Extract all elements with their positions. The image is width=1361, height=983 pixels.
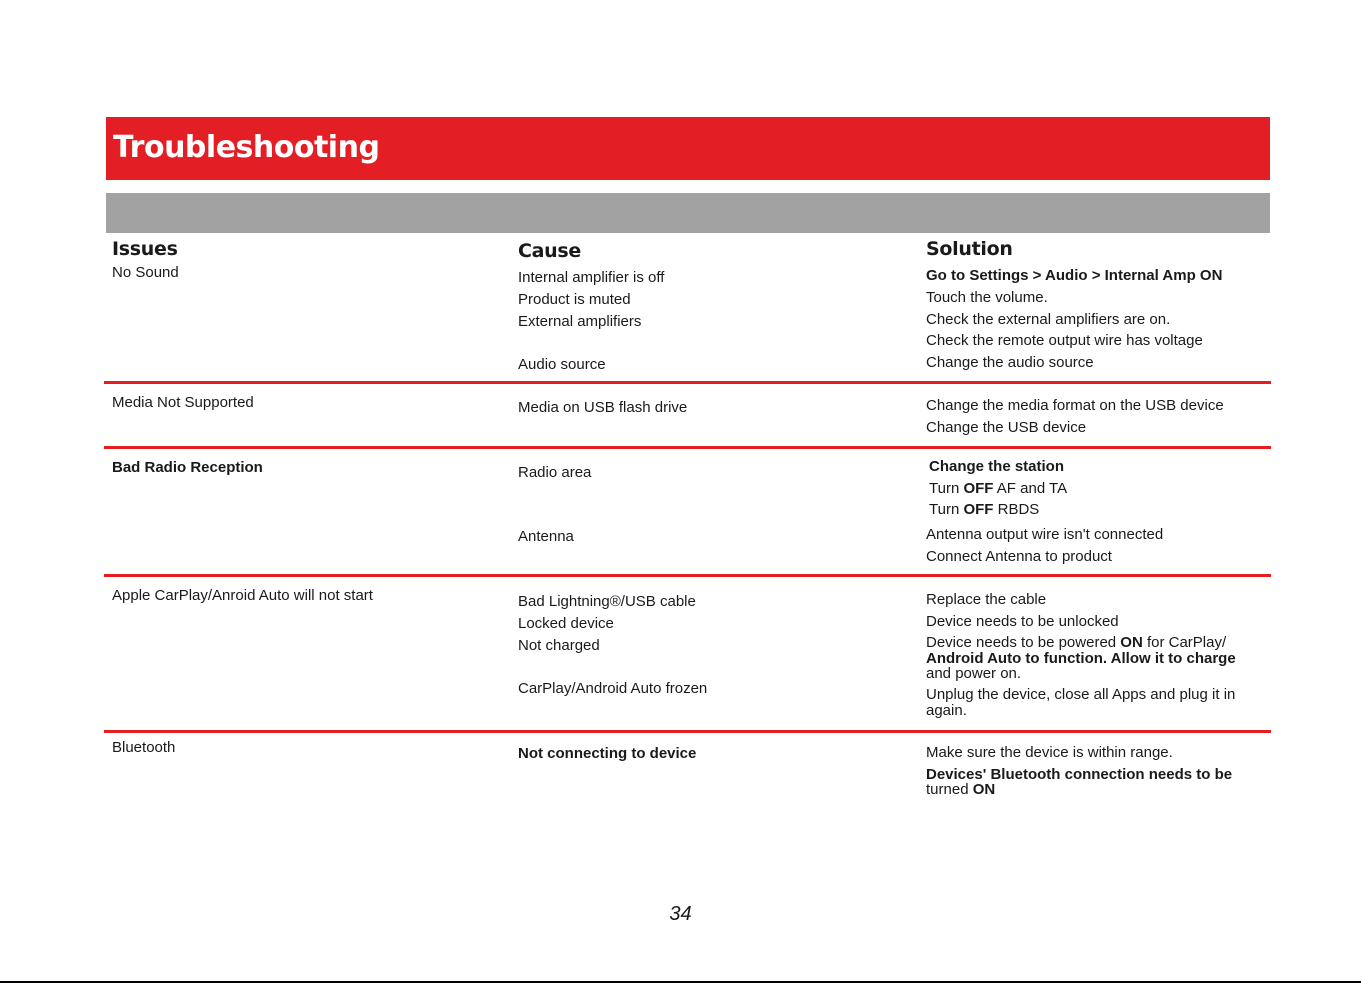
cause-item: Radio area [518,464,592,481]
issue-carplay-android-auto: Apple CarPlay/Anroid Auto will not start [112,587,373,604]
cause-item: CarPlay/Android Auto frozen [518,680,708,697]
header-solution: Solution [926,238,1013,260]
cause-item: Not connecting to device [518,745,697,762]
page-number: 34 [669,903,692,925]
solution-item: Antenna output wire isn't connected [926,526,1164,543]
header-issues: Issues [112,238,178,260]
solution-item: Check the remote output wire has voltage [926,332,1203,349]
solution-item: Unplug the device, close all Apps and plug it in [926,686,1236,703]
row-divider [104,446,1271,449]
issue-media-not-supported: Media Not Supported [112,394,254,411]
cause-item: Audio source [518,356,606,373]
issue-bad-radio-reception: Bad Radio Reception [112,459,263,476]
solution-item: Change the media format on the USB device [926,397,1224,414]
solution-item: Replace the cable [926,591,1047,608]
solution-item: Touch the volume. [926,289,1048,306]
solution-item: Check the external amplifiers are on. [926,311,1171,328]
solution-item: Change the station [929,458,1065,475]
row-divider [104,574,1271,577]
issue-no-sound: No Sound [112,264,179,281]
issue-bluetooth: Bluetooth [112,739,176,756]
solution-item: Change the USB device [926,419,1087,436]
solution-item: again. [926,702,967,719]
cause-item: Not charged [518,637,600,654]
cause-item: External amplifiers [518,313,642,330]
cause-item: Antenna [518,528,574,545]
page-title: Troubleshooting [113,130,380,165]
solution-item: Device needs to be unlocked [926,613,1119,630]
cause-item: Media on USB flash drive [518,399,688,416]
solution-item: turned ON [926,781,996,798]
solution-item: Make sure the device is within range. [926,744,1173,761]
row-divider [104,381,1271,384]
solution-item: Android Auto to function. Allow it to charge [926,650,1236,667]
header-bar [106,193,1270,233]
solution-item: Turn OFF RBDS [929,501,1040,518]
title-banner [106,117,1270,180]
solution-item: Device needs to be powered ON for CarPlay/ [926,634,1227,651]
cause-item: Bad Lightning®/USB cable [518,593,696,610]
cause-item: Product is muted [518,291,631,308]
row-divider [104,730,1271,733]
cause-item: Internal amplifier is off [518,269,665,286]
header-cause: Cause [518,240,581,262]
solution-item: Turn OFF AF and TA [929,480,1068,497]
solution-item: Connect Antenna to product [926,548,1112,565]
solution-item: and power on. [926,665,1022,682]
solution-item: Go to Settings > Audio > Internal Amp ON [926,267,1223,284]
cause-item: Locked device [518,615,614,632]
solution-item: Devices' Bluetooth connection needs to be [926,766,1233,783]
solution-item: Change the audio source [926,354,1094,371]
